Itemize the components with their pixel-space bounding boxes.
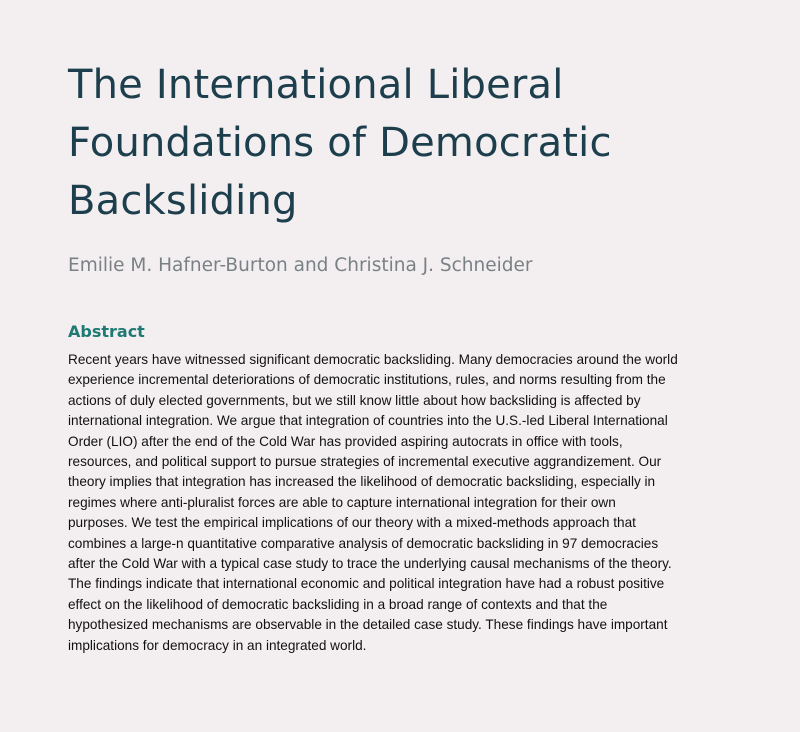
article-page (68, 56, 708, 656)
abstract-line: Recent years have witnessed significant democratic backsliding. Many democracies around the world (68, 352, 678, 367)
abstract-line: theory implies that integration has increased the likelihood of democratic backsliding, especially in (68, 474, 656, 490)
abstract-line: actions of duly elected governments, but we still know little about how backsliding is affected by (68, 392, 641, 408)
abstract-body (68, 350, 708, 656)
abstract-line: international integration. We argue that integration of countries into the U.S.-led Liberal International (68, 413, 668, 429)
article-title-line-1: The International Liberal (68, 62, 564, 108)
abstract-line: experience incremental deteriorations of democratic institutions, rules, and norms resulting from the (68, 372, 666, 388)
abstract-line: combines a large-n quantitative comparative analysis of democratic backsliding in 97 democracies (68, 535, 659, 551)
abstract-line: regimes where anti-pluralist forces are able to capture international integration for their own (68, 494, 616, 510)
abstract-line: The findings indicate that international economic and political integration have had a robust positive (68, 576, 665, 592)
abstract-line: effect on the likelihood of democratic backsliding in a broad range of contexts and that the (68, 596, 608, 612)
abstract-line: after the Cold War with a typical case study to trace the underlying causal mechanisms of the theory. (68, 556, 672, 572)
abstract-line: resources, and political support to pursue strategies of incremental executive aggrandizement. Our (68, 454, 662, 470)
article-title (68, 56, 708, 230)
abstract-line: purposes. We test the empirical implications of our theory with a mixed-methods approach that (68, 515, 636, 531)
abstract-line: hypothesized mechanisms are observable in the detailed case study. These findings have important (68, 617, 668, 633)
abstract-line: Order (LIO) after the end of the Cold War has provided aspiring autocrats in office with tools, (68, 433, 623, 449)
article-authors: Emilie M. Hafner-Burton and Christina J. Schneider (68, 255, 533, 276)
abstract-line: implications for democracy in an integrated world. (68, 637, 367, 653)
article-title-line-2: Foundations of Democratic (68, 120, 612, 166)
abstract-heading: Abstract (68, 322, 145, 341)
article-title-line-3: Backsliding (68, 178, 298, 224)
